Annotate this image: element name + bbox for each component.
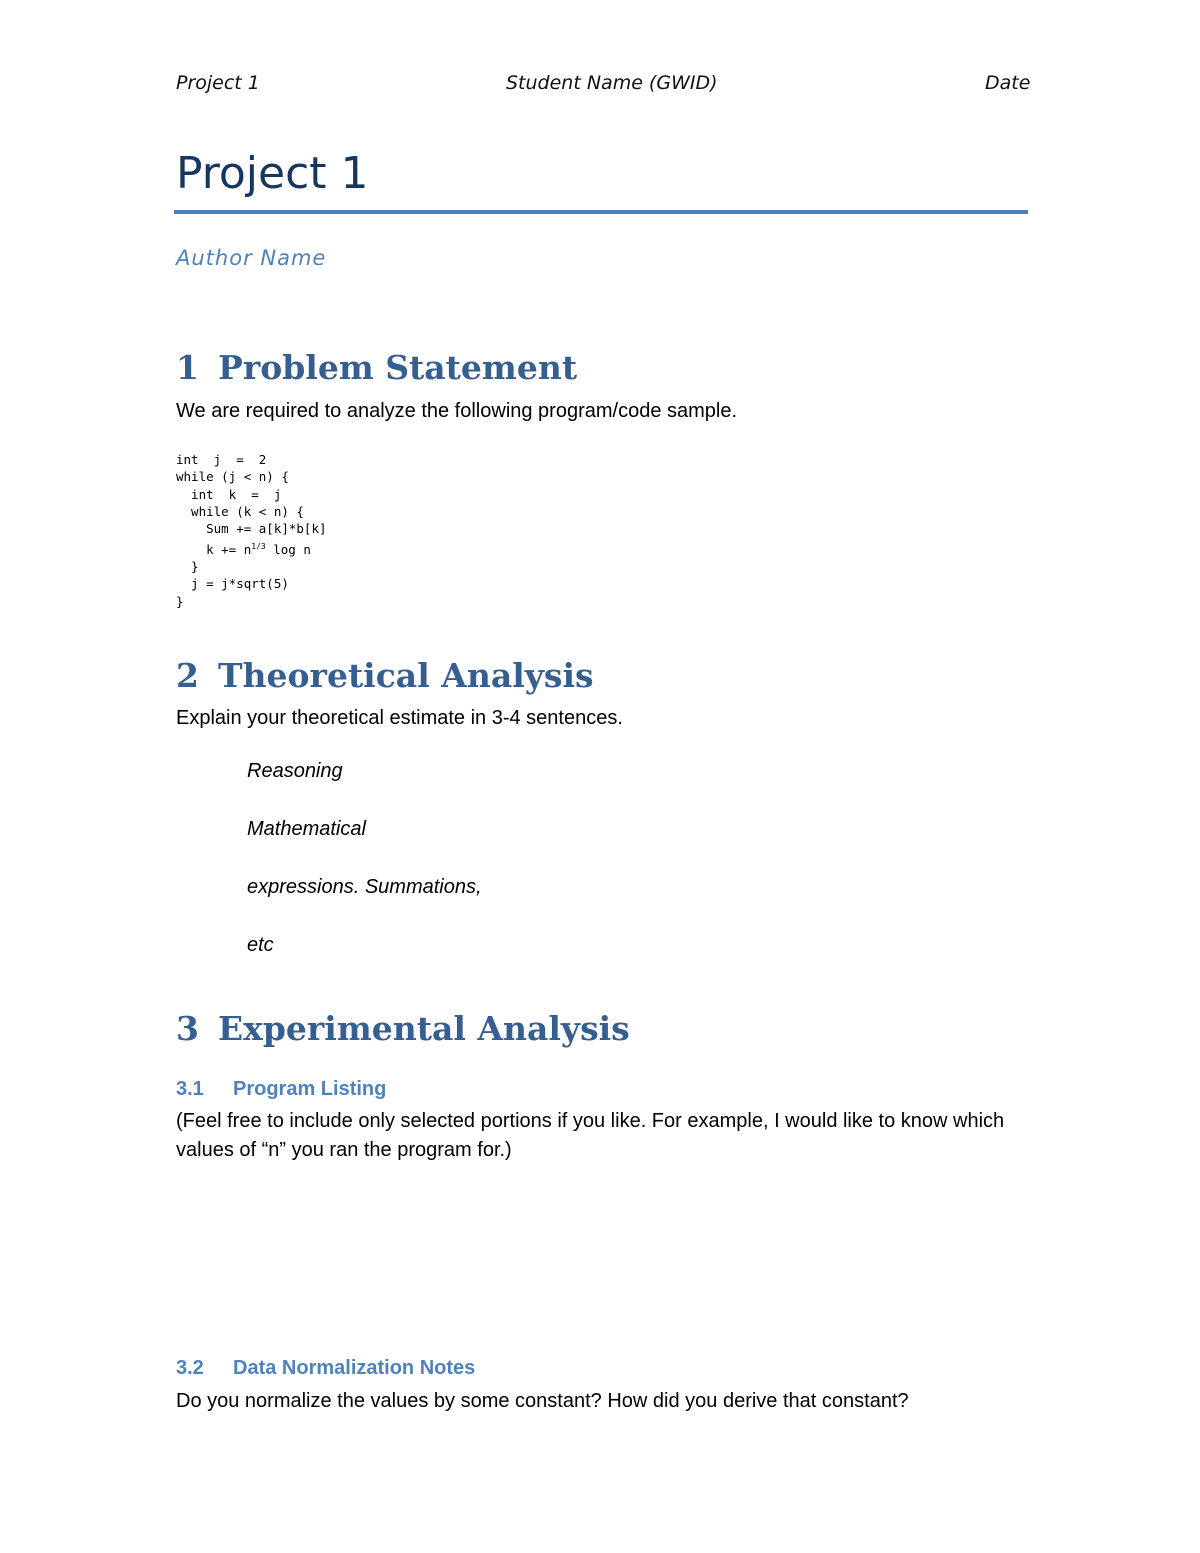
header-student-name: Student Name (GWID) xyxy=(506,72,718,94)
code-line-part: k += n xyxy=(176,541,252,557)
section-1-intro: We are required to analyze the following program/code sample. xyxy=(176,400,738,422)
subsection-3-1-number: 3.1 xyxy=(176,1078,204,1100)
subsection-3-1-text: (Feel free to include only selected portions if you like. For example, I would like to know which values of “n” you ran the program for.) xyxy=(176,1110,1005,1161)
code-line: int j = 2 xyxy=(176,452,267,467)
section-1-number: 1 xyxy=(176,348,199,387)
section-2-title: Theoretical Analysis xyxy=(218,656,594,695)
section-2-heading xyxy=(176,656,594,695)
document-title: Project 1 xyxy=(176,148,369,199)
code-line xyxy=(176,542,311,557)
subsection-3-1-title: Program Listing xyxy=(233,1078,387,1100)
section-1-heading xyxy=(176,348,577,387)
code-line: while (k < n) { xyxy=(176,503,304,519)
subsection-3-2-heading xyxy=(176,1357,475,1380)
code-line: int k = j xyxy=(176,486,282,502)
subsection-3-2-title: Data Normalization Notes xyxy=(233,1357,476,1379)
section-3-heading xyxy=(176,1009,630,1048)
subsection-3-1-heading xyxy=(176,1078,386,1101)
code-line-part: log n xyxy=(265,541,311,557)
header-project: Project 1 xyxy=(176,72,260,94)
list-item: Reasoning xyxy=(247,760,343,782)
code-line: while (j < n) { xyxy=(176,469,289,485)
title-underline xyxy=(174,210,1028,214)
code-line: } xyxy=(176,593,184,609)
section-1-title: Problem Statement xyxy=(218,348,578,387)
code-line: j = j*sqrt(5) xyxy=(176,576,289,592)
list-item: etc xyxy=(247,934,274,956)
section-3-title: Experimental Analysis xyxy=(218,1009,630,1048)
list-item: expressions. Summations, xyxy=(247,876,482,898)
list-item: Mathematical xyxy=(247,818,366,840)
code-sample xyxy=(176,451,327,610)
subsection-3-2-number: 3.2 xyxy=(176,1357,204,1379)
header-date: Date xyxy=(985,72,1031,94)
code-line: Sum += a[k]*b[k] xyxy=(176,521,327,537)
code-exponent: 1/3 xyxy=(251,541,266,551)
section-3-number: 3 xyxy=(176,1009,199,1048)
subsection-3-2-text: Do you normalize the values by some constant? How did you derive that constant? xyxy=(176,1390,909,1412)
author-name: Author Name xyxy=(176,246,327,270)
section-2-number: 2 xyxy=(176,656,199,695)
section-2-intro: Explain your theoretical estimate in 3-4 sentences. xyxy=(176,707,623,729)
code-line: } xyxy=(176,558,199,574)
